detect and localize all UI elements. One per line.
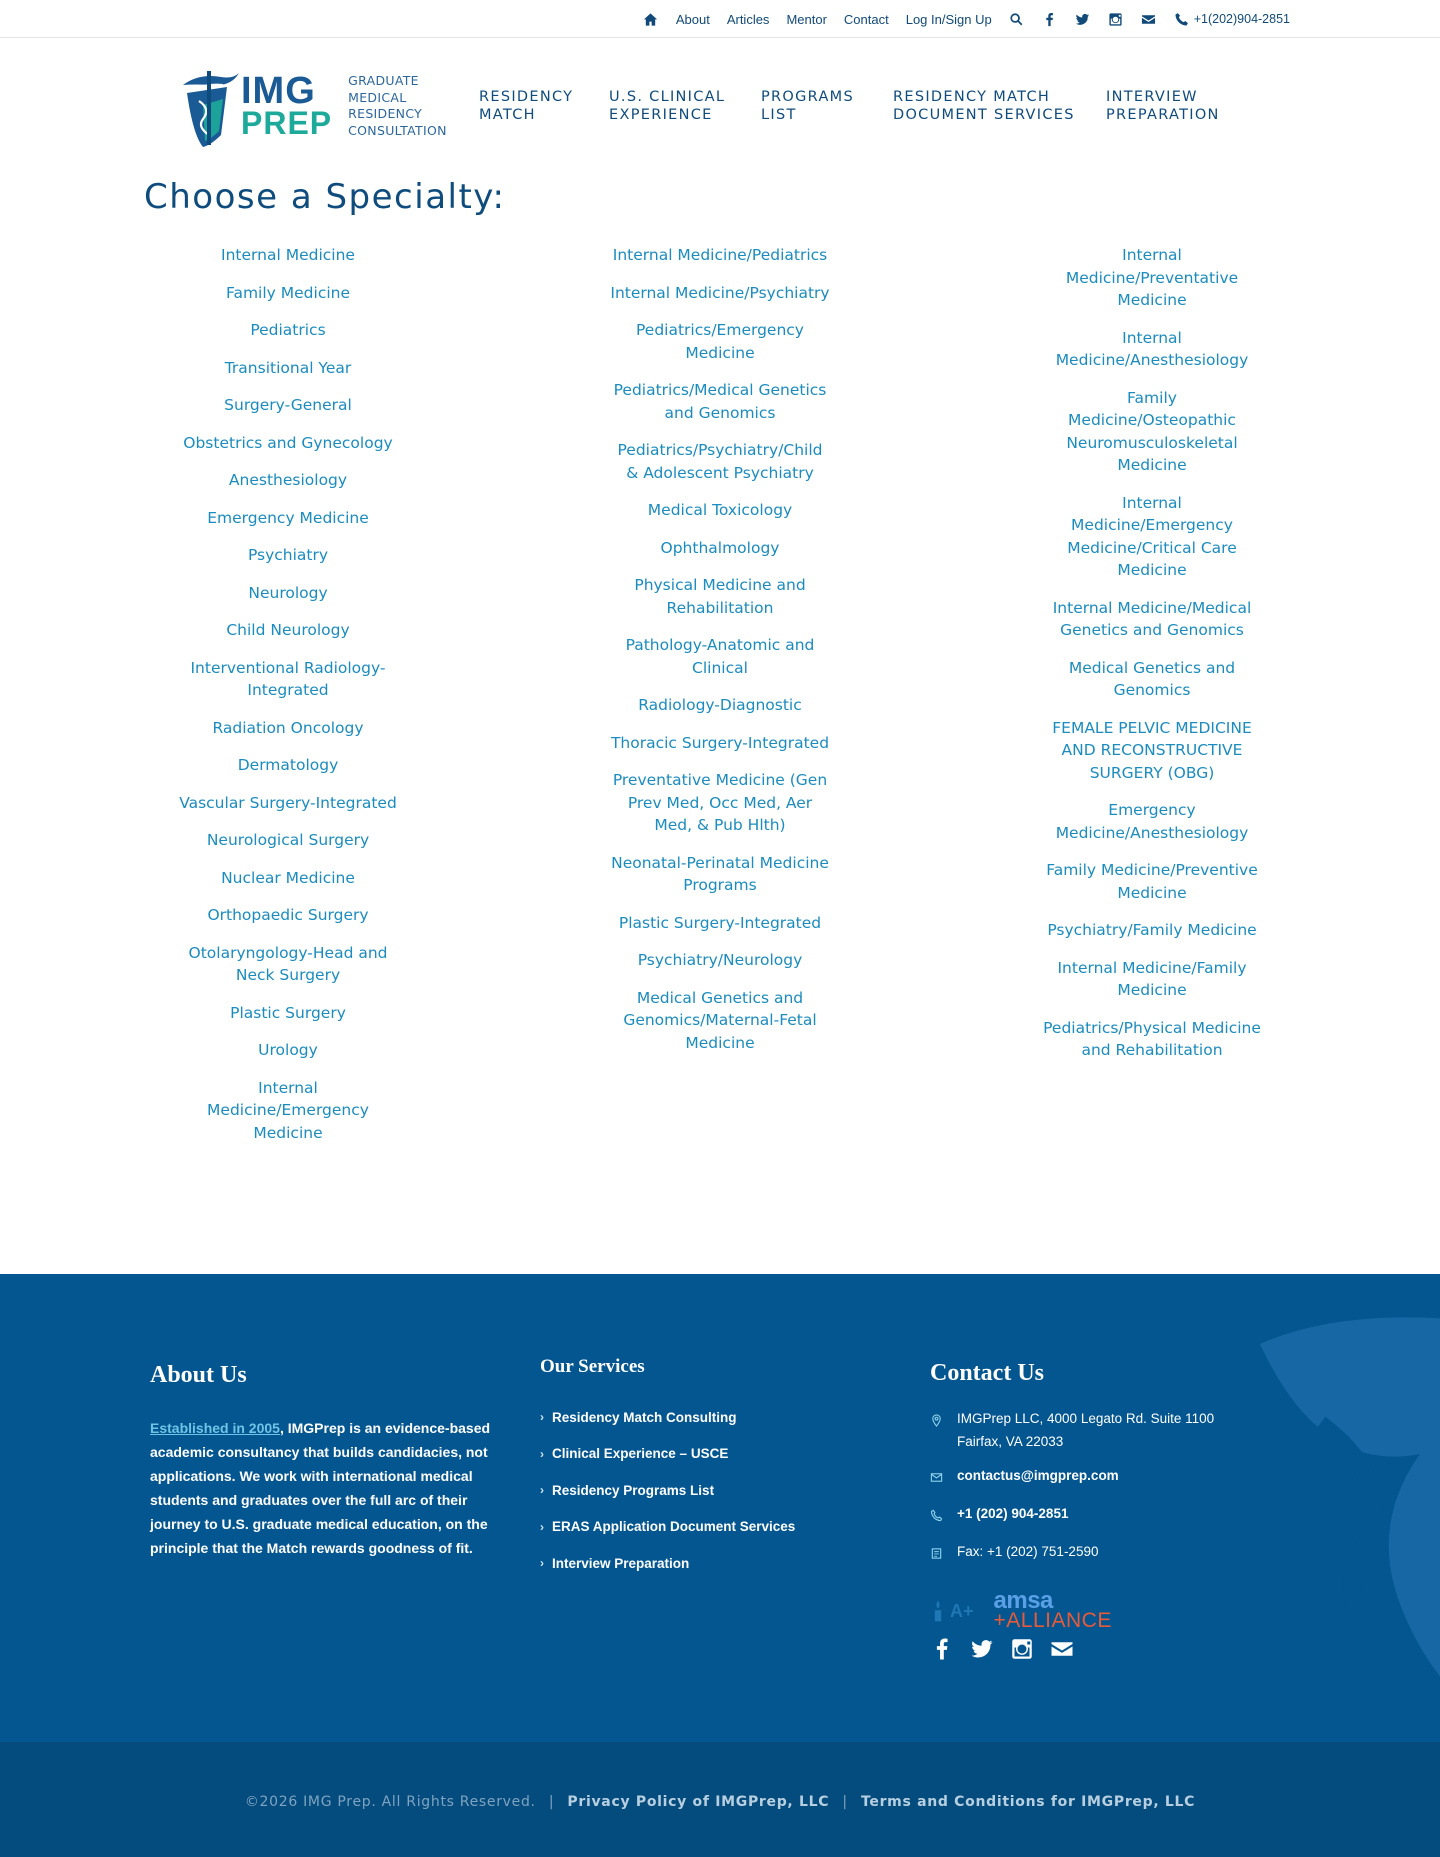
specialty-link[interactable]: Medical Genetics and Genomics/Maternal-Fetal Medicine [623, 988, 817, 1052]
logo-line-prep: PREP [241, 104, 333, 141]
address-line: Fairfax, VA 22033 [957, 1434, 1064, 1449]
footer-services-title: Our Services [540, 1356, 645, 1377]
nav-residency-match-document-services[interactable] [893, 88, 1106, 124]
terms-conditions-link[interactable]: Terms and Conditions for IMGPrep, LLC [860, 1794, 1196, 1810]
footer-about [150, 1362, 500, 1560]
specialty-link[interactable]: Emergency Medicine/Anesthesiology [1055, 801, 1249, 842]
site-header [0, 38, 1440, 156]
page-title: Choose a Specialty: [144, 177, 506, 217]
bbb-badge[interactable] [930, 1597, 974, 1625]
specialty-link[interactable]: Internal Medicine/Psychiatry [610, 283, 830, 302]
caduceus-shield-icon [181, 65, 239, 147]
specialty-link[interactable]: Preventative Medicine (Gen Prev Med, Occ Med, Aer Med, & Pub Hlth) [612, 771, 828, 834]
amsa-alliance-badge[interactable] [993, 1587, 1112, 1632]
specialty-column-2 [610, 244, 830, 1069]
specialty-link[interactable]: Psychiatry [247, 546, 329, 564]
specialty-link[interactable]: Vascular Surgery-Integrated [179, 793, 397, 812]
phone-icon [930, 1502, 944, 1529]
nav-label: MATCH [479, 107, 536, 123]
specialty-link[interactable]: Pediatrics/Physical Medicine and Rehabilitation [1043, 1018, 1261, 1059]
facebook-icon[interactable] [930, 1637, 954, 1665]
envelope-icon[interactable] [1141, 11, 1157, 27]
site-footer [0, 1274, 1440, 1742]
top-link-articles[interactable]: Articles [726, 11, 770, 27]
specialty-column-3 [1042, 244, 1262, 1077]
service-link-residency-programs-list[interactable] [540, 1472, 880, 1509]
nav-label: RESIDENCY [479, 89, 574, 105]
service-link-clinical-experience[interactable] [540, 1436, 880, 1473]
logo-tagline-line: RESIDENCY [348, 106, 423, 121]
service-label: Interview Preparation [552, 1555, 690, 1571]
specialty-link[interactable]: Anesthesiology [228, 471, 348, 489]
specialty-link[interactable]: Neonatal-Perinatal Medicine Programs [611, 853, 829, 894]
specialty-link[interactable]: Child Neurology [226, 621, 350, 639]
established-link[interactable]: Established in 2005 [150, 1420, 280, 1436]
logo-wordmark [241, 69, 333, 141]
service-label: Residency Programs List [552, 1482, 715, 1498]
specialty-link[interactable]: Internal Medicine/Medical Genetics and Genomics [1052, 598, 1252, 639]
separator: | [842, 1794, 848, 1810]
specialty-link[interactable]: Urology [258, 1041, 318, 1059]
main-navigation [479, 88, 1246, 124]
bbb-torch-icon [930, 1597, 946, 1625]
separator: | [548, 1794, 555, 1810]
contact-address [930, 1407, 1290, 1453]
top-phone[interactable] [1174, 11, 1290, 27]
twitter-icon[interactable] [1075, 11, 1091, 27]
top-link-mentor[interactable]: Mentor [786, 11, 827, 27]
footer-social-links [930, 1637, 1290, 1665]
service-link-residency-match-consulting[interactable] [540, 1399, 880, 1436]
specialty-link[interactable]: Interventional Radiology-Integrated [190, 658, 386, 699]
specialty-link[interactable]: Radiation Oncology [212, 718, 364, 737]
logo-tagline-line: MEDICAL [348, 89, 407, 105]
specialty-link[interactable]: Surgery-General [224, 396, 352, 414]
specialty-link[interactable]: Neurological Surgery [206, 831, 370, 849]
amsa-line [994, 1611, 1112, 1631]
amsa-line: amsa [993, 1587, 1053, 1614]
amsa-alliance-text: ALLIANCE [1006, 1609, 1112, 1632]
contact-fax [930, 1540, 1290, 1567]
service-link-eras-documents[interactable] [540, 1509, 880, 1546]
specialty-link[interactable]: Family Medicine/Osteopathic Neuromusculoskeletal Medicine [1066, 388, 1238, 474]
specialty-link[interactable]: Pediatrics [250, 321, 326, 339]
specialty-link[interactable]: Thoracic Surgery-Integrated [610, 733, 830, 752]
specialty-link[interactable]: Transitional Year [224, 358, 352, 377]
chevron-right-icon: › [540, 1483, 544, 1498]
specialty-link[interactable]: Nuclear Medicine [221, 868, 355, 887]
home-icon[interactable] [643, 11, 659, 27]
specialty-column-1 [178, 244, 398, 1159]
footer-contact [930, 1360, 1290, 1665]
specialty-link[interactable]: Pediatrics/Psychiatry/Child & Adolescent Psychiatry [617, 441, 823, 482]
specialty-link[interactable]: Dermatology [237, 756, 339, 774]
chevron-right-icon: › [540, 1446, 544, 1461]
chevron-right-icon: › [540, 1556, 544, 1571]
specialty-link[interactable]: Emergency Medicine [207, 508, 369, 527]
specialty-link[interactable]: Otolaryngology-Head and Neck Surgery [188, 943, 388, 984]
chevron-right-icon: › [540, 1519, 544, 1534]
bbb-rating: A+ [950, 1600, 974, 1621]
twitter-icon[interactable] [970, 1637, 994, 1665]
logo-tagline-line: CONSULTATION [348, 122, 447, 138]
specialty-link[interactable]: FEMALE PELVIC MEDICINE AND RECONSTRUCTIVE SURGERY (OBG) [1052, 718, 1252, 782]
top-link-about[interactable]: About [675, 11, 710, 27]
service-link-interview-preparation[interactable] [540, 1545, 880, 1582]
nav-label: PROGRAMS [761, 89, 854, 105]
top-utility-links [643, 0, 1290, 38]
email-text: contactus@imgprep.com [957, 1468, 1119, 1483]
nav-programs-list[interactable] [761, 88, 893, 124]
top-utility-bar [0, 0, 1440, 38]
specialty-link[interactable]: Internal Medicine/Emergency Medicine/Critical Care Medicine [1067, 493, 1237, 579]
specialty-link[interactable]: Plastic Surgery-Integrated [618, 913, 822, 932]
nav-residency-match[interactable] [479, 88, 609, 124]
facebook-icon[interactable] [1042, 11, 1058, 27]
envelope-icon [930, 1464, 944, 1491]
footer-about-title: About Us [150, 1362, 247, 1388]
instagram-icon[interactable] [1010, 1637, 1034, 1665]
specialty-link[interactable]: Obstetrics and Gynecology [183, 433, 393, 452]
specialty-link[interactable]: Pediatrics/Medical Genetics and Genomics [613, 381, 827, 422]
footer-contact-title: Contact Us [930, 1360, 1044, 1386]
fax-icon [930, 1540, 944, 1567]
copyright-bar [0, 1742, 1440, 1857]
phone-icon [1174, 11, 1190, 27]
copyright-line [0, 1794, 1440, 1810]
service-label: ERAS Application Document Services [552, 1519, 796, 1535]
specialty-link[interactable]: Plastic Surgery [230, 1003, 346, 1022]
nav-label: PREPARATION [1106, 107, 1220, 123]
top-phone-number: +1(202)904-2851 [1193, 12, 1290, 26]
specialty-link[interactable]: Internal Medicine/Emergency Medicine [207, 1078, 369, 1142]
specialty-link[interactable]: Orthopaedic Surgery [207, 906, 369, 924]
top-link-login-signup[interactable]: Log In/Sign Up [905, 11, 992, 27]
footer-about-body: , IMGPrep is an evidence-based academic consultancy that builds candidacies, not applications. We work with international medical students and graduates over the full arc of their journey to U.S. graduate medical education, on the principle that the Match rewards goodness of fit. [150, 1420, 491, 1556]
service-label: Clinical Experience – USCE [552, 1446, 729, 1462]
specialty-link[interactable]: Pediatrics/Emergency Medicine [636, 321, 804, 362]
nav-label: RESIDENCY MATCH [893, 89, 1051, 105]
specialty-link[interactable]: Family Medicine [225, 283, 351, 302]
specialty-link[interactable]: Psychiatry/Neurology [637, 951, 803, 969]
specialty-link[interactable]: Radiology-Diagnostic [638, 696, 802, 714]
address-line: IMGPrep LLC, 4000 Legato Rd. Suite 1100 [957, 1411, 1215, 1426]
service-label: Residency Match Consulting [552, 1409, 737, 1425]
logo-line-img: IMG [241, 69, 316, 112]
nav-label: DOCUMENT SERVICES [893, 107, 1075, 123]
nav-label: EXPERIENCE [609, 107, 713, 123]
specialty-link[interactable]: Internal Medicine/Preventative Medicine [1065, 246, 1239, 309]
footer-about-text [150, 1416, 500, 1560]
copyright-text: ©2026 IMG Prep. All Rights Reserved. [244, 1794, 536, 1810]
specialty-link[interactable]: Family Medicine/Preventive Medicine [1046, 861, 1258, 902]
contact-email[interactable] [930, 1464, 1290, 1491]
footer-services [540, 1356, 880, 1582]
map-pin-icon [930, 1407, 944, 1453]
chevron-right-icon: › [540, 1410, 544, 1425]
fax-text: Fax: +1 (202) 751-2590 [957, 1544, 1099, 1559]
top-link-contact[interactable]: Contact [843, 11, 889, 27]
specialty-link[interactable]: Internal Medicine/Family Medicine [1057, 958, 1247, 999]
nav-us-clinical-experience[interactable] [609, 88, 761, 124]
imgprep-logo[interactable] [181, 64, 447, 148]
specialty-link[interactable]: Pathology-Anatomic and Clinical [625, 636, 815, 677]
accreditation-badges [930, 1589, 1290, 1633]
specialty-link[interactable]: Internal Medicine [221, 246, 355, 264]
specialty-link[interactable]: Neurology [248, 583, 328, 602]
contact-phone[interactable] [930, 1502, 1290, 1529]
instagram-icon[interactable] [1108, 11, 1124, 27]
specialty-link[interactable]: Medical Toxicology [647, 501, 793, 519]
logo-tagline-line: GRADUATE [348, 73, 419, 88]
privacy-policy-link[interactable]: Privacy Policy of IMGPrep, LLC [567, 1794, 830, 1810]
specialty-link[interactable]: Physical Medicine and Rehabilitation [634, 576, 806, 617]
specialty-link[interactable]: Internal Medicine/Pediatrics [612, 246, 828, 264]
nav-label: INTERVIEW [1106, 89, 1198, 105]
plus-icon: + [993, 1609, 1007, 1632]
envelope-icon[interactable] [1050, 1637, 1074, 1665]
nav-label: U.S. CLINICAL [609, 89, 726, 105]
specialty-link[interactable]: Ophthalmology [660, 538, 780, 557]
phone-text: +1 (202) 904-2851 [957, 1506, 1069, 1521]
nav-interview-preparation[interactable] [1106, 88, 1246, 124]
nav-label: LIST [761, 107, 797, 123]
specialty-link[interactable]: Internal Medicine/Anesthesiology [1055, 328, 1249, 369]
search-icon[interactable] [1009, 11, 1025, 27]
specialty-link[interactable]: Psychiatry/Family Medicine [1047, 921, 1257, 939]
specialty-link[interactable]: Medical Genetics and Genomics [1068, 658, 1236, 699]
logo-tagline [348, 73, 447, 139]
